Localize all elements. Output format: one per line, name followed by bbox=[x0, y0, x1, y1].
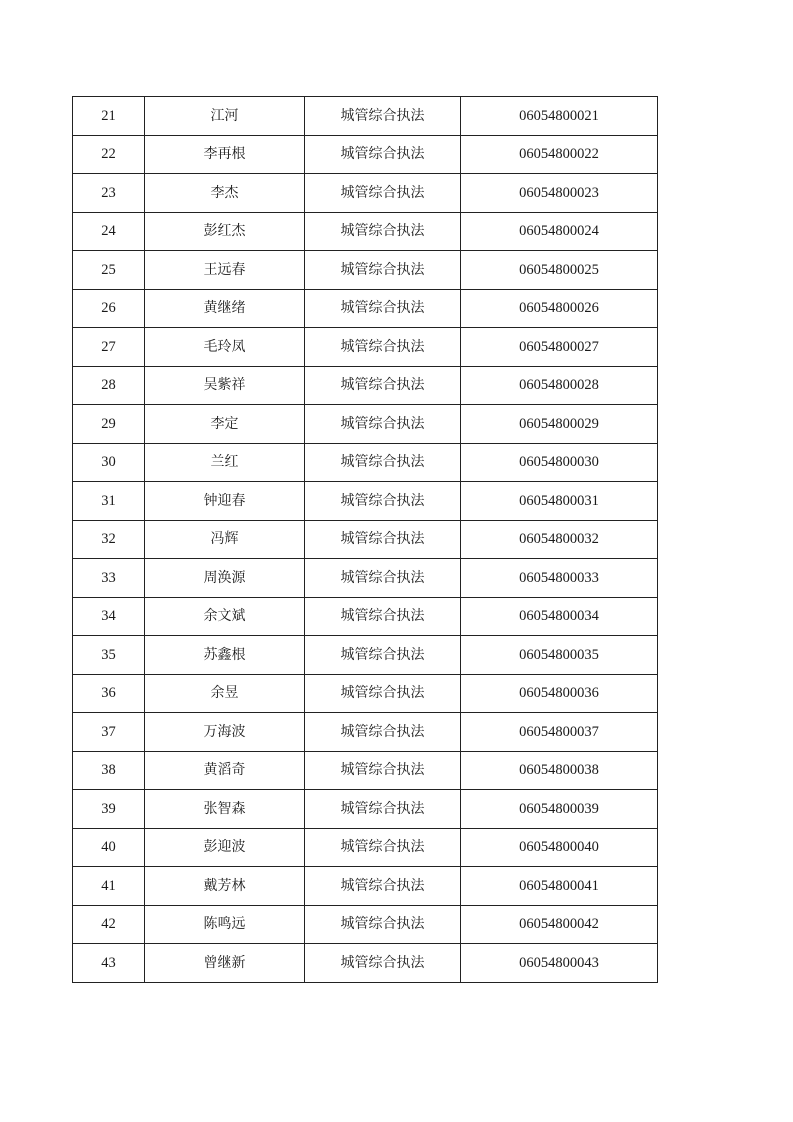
table-row bbox=[73, 251, 658, 290]
unit-cell: 城管综合执法 bbox=[305, 482, 461, 521]
certificate-number-cell: 06054800024 bbox=[461, 212, 658, 251]
table-row bbox=[73, 328, 658, 367]
person-name-cell: 万海波 bbox=[145, 713, 305, 752]
row-number-cell: 39 bbox=[73, 790, 145, 829]
person-name-cell: 钟迎春 bbox=[145, 482, 305, 521]
unit-cell: 城管综合执法 bbox=[305, 520, 461, 559]
person-name-cell: 周涣源 bbox=[145, 559, 305, 598]
row-number-cell: 43 bbox=[73, 944, 145, 983]
row-number-cell: 23 bbox=[73, 174, 145, 213]
table-row bbox=[73, 636, 658, 675]
unit-cell: 城管综合执法 bbox=[305, 828, 461, 867]
unit-cell: 城管综合执法 bbox=[305, 289, 461, 328]
row-number-cell: 32 bbox=[73, 520, 145, 559]
table-row bbox=[73, 905, 658, 944]
person-name-cell: 吴紫祥 bbox=[145, 366, 305, 405]
certificate-number-cell: 06054800028 bbox=[461, 366, 658, 405]
table-row bbox=[73, 174, 658, 213]
certificate-number-cell: 06054800041 bbox=[461, 867, 658, 906]
unit-cell: 城管综合执法 bbox=[305, 559, 461, 598]
row-number-cell: 38 bbox=[73, 751, 145, 790]
unit-cell: 城管综合执法 bbox=[305, 867, 461, 906]
table-row bbox=[73, 674, 658, 713]
unit-cell: 城管综合执法 bbox=[305, 328, 461, 367]
row-number-cell: 24 bbox=[73, 212, 145, 251]
person-name-cell: 黄滔奇 bbox=[145, 751, 305, 790]
row-number-cell: 22 bbox=[73, 135, 145, 174]
row-number-cell: 29 bbox=[73, 405, 145, 444]
certificate-number-cell: 06054800039 bbox=[461, 790, 658, 829]
person-name-cell: 冯辉 bbox=[145, 520, 305, 559]
person-name-cell: 苏鑫根 bbox=[145, 636, 305, 675]
person-name-cell: 余文斌 bbox=[145, 597, 305, 636]
person-name-cell: 彭迎波 bbox=[145, 828, 305, 867]
unit-cell: 城管综合执法 bbox=[305, 636, 461, 675]
person-name-cell: 黄继绪 bbox=[145, 289, 305, 328]
unit-cell: 城管综合执法 bbox=[305, 790, 461, 829]
certificate-number-cell: 06054800032 bbox=[461, 520, 658, 559]
certificate-number-cell: 06054800021 bbox=[461, 97, 658, 136]
person-name-cell: 彭红杰 bbox=[145, 212, 305, 251]
table-row bbox=[73, 713, 658, 752]
table-row bbox=[73, 751, 658, 790]
row-number-cell: 36 bbox=[73, 674, 145, 713]
unit-cell: 城管综合执法 bbox=[305, 597, 461, 636]
unit-cell: 城管综合执法 bbox=[305, 251, 461, 290]
certificate-number-cell: 06054800042 bbox=[461, 905, 658, 944]
table-row bbox=[73, 559, 658, 598]
row-number-cell: 31 bbox=[73, 482, 145, 521]
unit-cell: 城管综合执法 bbox=[305, 97, 461, 136]
table-row bbox=[73, 135, 658, 174]
unit-cell: 城管综合执法 bbox=[305, 135, 461, 174]
unit-cell: 城管综合执法 bbox=[305, 905, 461, 944]
certificate-number-cell: 06054800043 bbox=[461, 944, 658, 983]
table-row bbox=[73, 790, 658, 829]
table-row bbox=[73, 405, 658, 444]
table-row bbox=[73, 828, 658, 867]
person-name-cell: 张智森 bbox=[145, 790, 305, 829]
unit-cell: 城管综合执法 bbox=[305, 405, 461, 444]
certificate-number-cell: 06054800031 bbox=[461, 482, 658, 521]
unit-cell: 城管综合执法 bbox=[305, 443, 461, 482]
person-name-cell: 李杰 bbox=[145, 174, 305, 213]
certificate-number-cell: 06054800037 bbox=[461, 713, 658, 752]
certificate-number-cell: 06054800038 bbox=[461, 751, 658, 790]
person-name-cell: 毛玲凤 bbox=[145, 328, 305, 367]
table-row bbox=[73, 597, 658, 636]
personnel-table-body bbox=[73, 97, 658, 983]
table-row bbox=[73, 97, 658, 136]
certificate-number-cell: 06054800023 bbox=[461, 174, 658, 213]
person-name-cell: 余昱 bbox=[145, 674, 305, 713]
table-row bbox=[73, 366, 658, 405]
row-number-cell: 34 bbox=[73, 597, 145, 636]
person-name-cell: 陈鸣远 bbox=[145, 905, 305, 944]
table-row bbox=[73, 443, 658, 482]
row-number-cell: 35 bbox=[73, 636, 145, 675]
certificate-number-cell: 06054800029 bbox=[461, 405, 658, 444]
person-name-cell: 戴芳林 bbox=[145, 867, 305, 906]
table-row bbox=[73, 520, 658, 559]
personnel-table bbox=[72, 96, 658, 983]
unit-cell: 城管综合执法 bbox=[305, 713, 461, 752]
certificate-number-cell: 06054800033 bbox=[461, 559, 658, 598]
row-number-cell: 25 bbox=[73, 251, 145, 290]
certificate-number-cell: 06054800036 bbox=[461, 674, 658, 713]
certificate-number-cell: 06054800022 bbox=[461, 135, 658, 174]
row-number-cell: 42 bbox=[73, 905, 145, 944]
row-number-cell: 21 bbox=[73, 97, 145, 136]
person-name-cell: 李再根 bbox=[145, 135, 305, 174]
certificate-number-cell: 06054800034 bbox=[461, 597, 658, 636]
row-number-cell: 37 bbox=[73, 713, 145, 752]
certificate-number-cell: 06054800035 bbox=[461, 636, 658, 675]
table-row bbox=[73, 482, 658, 521]
unit-cell: 城管综合执法 bbox=[305, 944, 461, 983]
unit-cell: 城管综合执法 bbox=[305, 366, 461, 405]
certificate-number-cell: 06054800040 bbox=[461, 828, 658, 867]
row-number-cell: 28 bbox=[73, 366, 145, 405]
unit-cell: 城管综合执法 bbox=[305, 212, 461, 251]
table-row bbox=[73, 289, 658, 328]
person-name-cell: 李定 bbox=[145, 405, 305, 444]
person-name-cell: 兰红 bbox=[145, 443, 305, 482]
unit-cell: 城管综合执法 bbox=[305, 174, 461, 213]
unit-cell: 城管综合执法 bbox=[305, 751, 461, 790]
row-number-cell: 30 bbox=[73, 443, 145, 482]
row-number-cell: 33 bbox=[73, 559, 145, 598]
person-name-cell: 王远春 bbox=[145, 251, 305, 290]
table-row bbox=[73, 944, 658, 983]
person-name-cell: 曾继新 bbox=[145, 944, 305, 983]
certificate-number-cell: 06054800030 bbox=[461, 443, 658, 482]
row-number-cell: 27 bbox=[73, 328, 145, 367]
table-row bbox=[73, 212, 658, 251]
person-name-cell: 江河 bbox=[145, 97, 305, 136]
certificate-number-cell: 06054800025 bbox=[461, 251, 658, 290]
row-number-cell: 40 bbox=[73, 828, 145, 867]
row-number-cell: 41 bbox=[73, 867, 145, 906]
certificate-number-cell: 06054800026 bbox=[461, 289, 658, 328]
row-number-cell: 26 bbox=[73, 289, 145, 328]
unit-cell: 城管综合执法 bbox=[305, 674, 461, 713]
table-row bbox=[73, 867, 658, 906]
certificate-number-cell: 06054800027 bbox=[461, 328, 658, 367]
